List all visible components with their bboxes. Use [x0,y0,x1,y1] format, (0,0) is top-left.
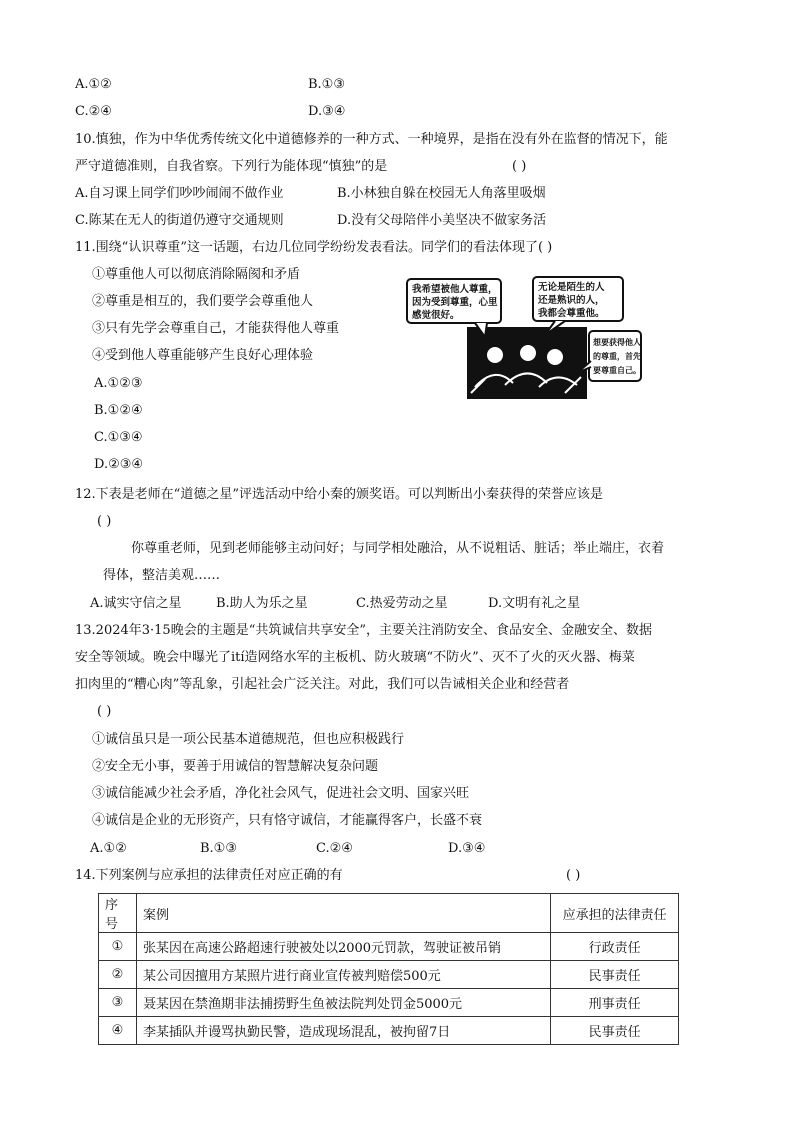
q12-stem: 12.下表是老师在“道德之星”评选活动中给小秦的颁奖语。可以判断出小秦获得的荣誉应该是 [75,487,603,502]
q11-statement-2: ②尊重是相互的，我们要学会尊重他人 [92,294,314,309]
q12-award-text-line1: 你尊重老师，见到老师能够主动问好；与同学相处融洽，从不说粗话、脏话；举止端庄，衣着 [131,541,665,556]
svg-text:因为受到尊重，心里 [412,296,498,308]
svg-text:的尊重，首先 [593,351,641,362]
row-liability: 民事责任 [551,1017,679,1045]
q13-option-c: C.②④ [316,841,353,856]
svg-text:要尊重自己。 [593,365,641,375]
bubble3-line3: 要尊重自己。 [593,366,641,375]
bubble2-line2: 还是熟识的人， [538,295,605,306]
q9-option-d: D.③④ [308,104,346,119]
q10-option-a: A.自习课上同学们吵吵闹闹不做作业 [75,186,284,201]
legal-liability-table [98,893,679,1045]
q13-option-a: A.①② [90,841,127,856]
row-index: ① [99,933,137,961]
header-case: 案例 [136,894,550,933]
q13-statement-1: ①诚信虽只是一项公民基本道德规范，但也应积极践行 [92,732,405,747]
row-liability: 刑事责任 [551,989,679,1017]
row-index: ③ [99,989,137,1017]
header-liability: 应承担的法律责任 [551,894,679,933]
bubble1-line3: 感觉很好。 [412,310,460,321]
svg-text:我都会尊重他。 [538,307,605,319]
q12-award-text-line2: 得体，整洁美观…… [103,568,221,583]
q11-option-c: C.①③④ [94,430,143,445]
svg-text:想要获得他人 [593,337,641,347]
q10-stem-line1: 10.慎独，作为中华优秀传统文化中道德修养的一种方式、一种境界，是指在没有外在监督的情况下，能 [75,132,668,147]
q13-stem-line2: 安全等领域。晚会中曝光了ití造网络水军的主板机、防火玻璃“不防火”、灭不了火的灭火器、梅菜 [75,650,635,665]
q11-statement-3: ③只有先学会尊重自己，才能获得他人尊重 [92,321,340,336]
q11-option-b: B.①②④ [94,403,143,418]
q10-option-d: D.没有父母陪伴小美坚决不做家务活 [337,213,547,228]
q12-option-b: B.助人为乐之星 [216,596,308,611]
q13-stem-line1: 13.2024年3·15晚会的主题是“共筑诚信共享安全”，主要关注消防安全、食品安全、金融安全、数据 [75,623,652,638]
row-liability: 民事责任 [551,961,679,989]
table-header-row [99,894,679,933]
row-case: 李某插队并谩骂执勤民警，造成现场混乱，被拘留7日 [136,1017,550,1045]
q10-answer-paren: ( ) [512,159,527,174]
q9-option-c: C.②④ [75,104,112,119]
q14-stem: 14.下列案例与应承担的法律责任对应正确的有 [75,868,343,883]
bubble3-line1: 想要获得他人 [593,338,641,347]
svg-text:无论是陌生的人 [538,281,605,293]
q13-stem-line3: 扣肉里的“糟心肉”等乱象，引起社会广泛关注。对此，我们可以告诫相关企业和经营者 [75,677,570,692]
q10-stem-line2: 严守道德准则，自我省察。下列行为能体现“慎独”的是 [75,159,388,174]
bubble1-line2: 因为受到尊重，心里 [412,297,498,308]
row-case: 某公司因擅用方某照片进行商业宣传被判赔偿500元 [136,961,550,989]
row-index: ② [99,961,137,989]
row-index: ④ [99,1017,137,1045]
q11-option-a: A.①②③ [94,376,143,391]
q10-option-c: C.陈某在无人的街道仍遵守交通规则 [75,213,284,228]
q9-option-b: B.①③ [308,77,345,92]
bubble2-line3: 我都会尊重他。 [538,308,605,319]
q13-statement-2: ②安全无小事，要善于用诚信的智慧解决复杂问题 [92,759,379,774]
q10-option-b: B.小林独自躲在校园无人角落里吸烟 [337,186,546,201]
q12-option-a: A.诚实守信之星 [90,596,182,611]
bubble2-line1: 无论是陌生的人 [538,282,605,293]
header-index: 序号 [99,894,137,933]
q12-option-c: C.热爱劳动之星 [356,596,448,611]
svg-text:我希望被他人尊重， [412,283,498,295]
q13-statement-4: ④诚信是企业的无形资产，只有恪守诚信，才能赢得客户，长盛不衰 [92,813,483,828]
q14-answer-paren: ( ) [566,868,581,883]
q11-statement-1: ①尊重他人可以彻底消除隔阂和矛盾 [92,267,301,282]
q11-statement-4: ④受到他人尊重能够产生良好心理体验 [92,348,314,363]
table-row [99,989,679,1017]
table-row [99,933,679,961]
q11-option-d: D.②③④ [94,457,144,472]
q13-option-d: D.③④ [448,841,486,856]
q13-option-b: B.①③ [200,841,237,856]
q9-option-a: A.①② [75,77,112,92]
q13-answer-paren: ( ) [97,704,112,719]
q12-option-d: D.文明有礼之星 [488,596,581,611]
q13-statement-3: ③诚信能减少社会矛盾，净化社会风气，促进社会文明、国家兴旺 [92,786,470,801]
table-row [99,961,679,989]
bubble3-line2: 的尊重，首先 [593,352,641,361]
svg-text:感觉很好。 [412,309,460,321]
q11-stem: 11.围绕“认识尊重”这一话题，右边几位同学纷纷发表看法。同学们的看法体现了( ) [75,240,553,255]
bubble1-line1: 我希望被他人尊重， [412,284,498,295]
table-row [99,1017,679,1045]
cartoon-drawing [405,275,643,407]
row-case: 张某因在高速公路超速行驶被处以2000元罚款，驾驶证被吊销 [136,933,550,961]
svg-text:还是熟识的人， [537,294,605,306]
q12-answer-paren: ( ) [97,514,112,529]
row-liability: 行政责任 [551,933,679,961]
row-case: 聂某因在禁渔期非法捕捞野生鱼被法院判处罚金5000元 [136,989,550,1017]
students-cartoon [405,275,643,407]
